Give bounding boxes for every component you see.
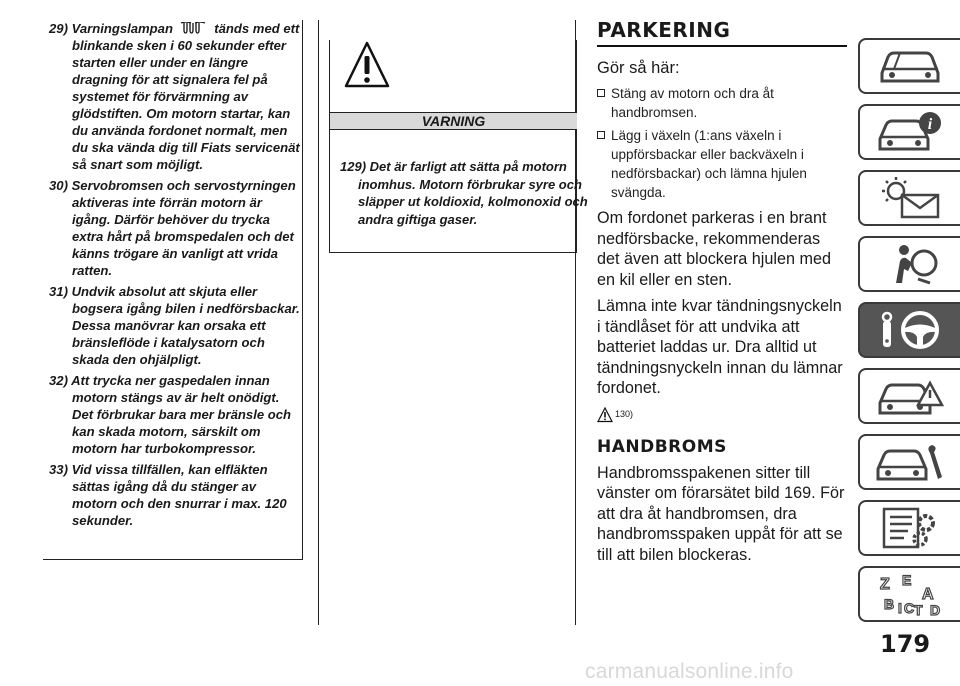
bullet-list [597, 84, 847, 202]
section-heading-handbroms: HANDBROMS [597, 436, 727, 457]
car-maintenance-icon [874, 439, 946, 485]
svg-text:I: I [898, 600, 902, 616]
technical-data-icon [874, 505, 946, 551]
tab-emergency[interactable] [858, 368, 960, 424]
svg-text:E: E [902, 572, 912, 588]
warning-triangle-icon [597, 407, 613, 423]
list-item: Stäng av motorn och dra åt handbromsen. [597, 84, 847, 122]
svg-text:T: T [914, 602, 923, 617]
note-30: 30) Servobromsen och servostyrningen aktiveras inte förrän motorn är igång. Därför behöver du trycka extra hårt på bromspedalen och det känns trögare än vanligt att vrida ratten. [49, 178, 296, 278]
page-number: 179 [880, 630, 931, 658]
paragraph-slope: Om fordonet parkeras i en brant nedförsbacke, rekommenderas det även att blockera hjulen med en kil eller en sten. [597, 209, 831, 289]
svg-text:B: B [884, 596, 895, 612]
tab-technical-data[interactable] [858, 500, 960, 556]
tab-dashboard[interactable] [858, 38, 960, 94]
checkbox-bullet-icon [597, 89, 605, 97]
section-heading-parkering: PARKERING [597, 18, 847, 47]
watermark: carmanualsonline.info [585, 660, 794, 683]
svg-text:C: C [904, 600, 915, 616]
car-dashboard-icon [874, 43, 946, 89]
svg-text:i: i [927, 116, 933, 133]
airbag-safety-icon [874, 241, 946, 287]
checkbox-bullet-icon [597, 131, 605, 139]
paragraph-handbrake: Handbromsspakenen sitter till vänster om förarsätet bild 169. För att dra åt handbromsen, dra handbromsspaken uppåt för att se till att bilen blockeras. [597, 463, 845, 564]
warning-triangle-icon [344, 40, 390, 90]
car-info-icon [874, 109, 946, 155]
chapter-tabs [858, 38, 960, 632]
parking-column [597, 18, 847, 571]
paragraph-key: Lämna inte kvar tändningsnyckeln i tändlåset för att undvika att batteriet laddas ur. Dra alltid ut tändningsnyckeln innan du lämnar fordonet. [597, 297, 843, 397]
tab-index[interactable] [858, 566, 960, 622]
svg-text:D: D [930, 602, 941, 617]
tab-warning-lights[interactable] [858, 170, 960, 226]
warning-reference[interactable]: 130) [597, 407, 847, 425]
lead-text: Gör så här: [597, 59, 680, 77]
warning-column [318, 20, 588, 625]
key-steering-wheel-icon [874, 307, 946, 353]
list-item: Lägg i växeln (1:ans växeln i uppförsbackar eller backväxeln i nedförsbackar) och lämna hjulen svängda. [597, 126, 847, 202]
alphabetical-index-icon [874, 571, 946, 617]
tab-car-info[interactable] [858, 104, 960, 160]
tab-starting-driving[interactable] [858, 302, 960, 358]
note-31: 31) Undvik absolut att skjuta eller bogsera igång bilen i nedförsbackar. Dessa manövrar kan orsaka ett bränsleflöde i katalysatorn och skada den ohjälpligt. [49, 284, 300, 367]
warning-title: VARNING [330, 112, 577, 130]
warning-lights-icon [874, 175, 946, 221]
note-29: 29) Varningslampan tänds med ett blinkande sken i 60 sekunder efter starten eller under en längre dragning för att signalera fel på systemet för förvärmning av glödstiften. Om motorn startar, kan du använda fordonet normalt, men du ska vända dig till Fiats servicenät så snart som möjligt. [49, 21, 300, 172]
tab-safety[interactable] [858, 236, 960, 292]
warning-text: 129) Det är farligt att sätta på motorn inomhus. Motorn förbrukar syre och släpper ut koldioxid, kolmonoxid och andra giftiga gaser. [340, 159, 588, 227]
notes-column [43, 20, 303, 560]
svg-text:A: A [922, 586, 934, 603]
glow-plug-warning-icon [177, 22, 211, 34]
warning-box [329, 40, 588, 253]
note-33: 33) Vid vissa tillfällen, kan elfläkten sättas igång då du stänger av motorn och den snurrar i max. 120 sekunder. [49, 462, 287, 528]
tab-maintenance[interactable] [858, 434, 960, 490]
note-32: 32) Att trycka ner gaspedalen innan motorn stängs av är helt onödigt. Det förbrukar bara mer bränsle och kan skada motorn, särskilt om motorn har turbokompressor. [49, 373, 292, 456]
car-emergency-icon [874, 373, 946, 419]
svg-text:Z: Z [880, 576, 890, 593]
